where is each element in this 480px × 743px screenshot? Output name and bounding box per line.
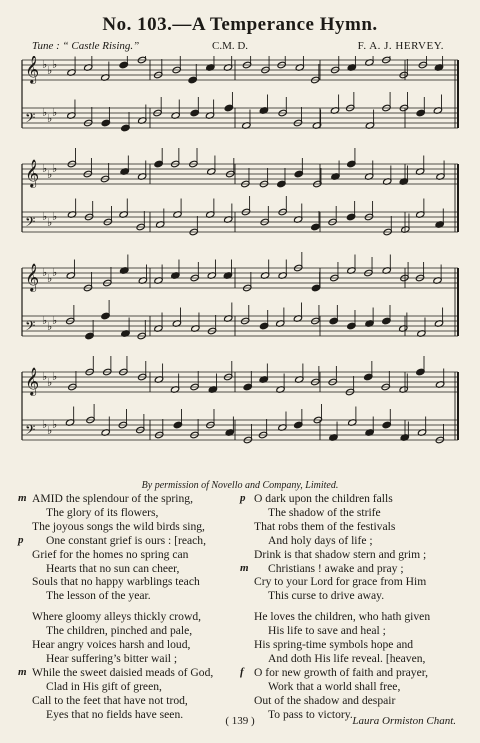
verse-text: Where gloomy alleys thickly crowd, — [32, 610, 202, 624]
verse-line — [18, 575, 236, 589]
verse-line — [240, 589, 462, 603]
flat-icon: ♭ — [52, 266, 58, 279]
verse-text: Souls that no happy warblings teach — [32, 575, 200, 589]
verse-text: Hearts that no sun can cheer, — [46, 561, 180, 575]
stanza-gap — [240, 603, 462, 610]
verse-line — [240, 562, 462, 576]
treble-clef-icon: 𝄞 — [25, 367, 40, 395]
composer: F. A. J. HERVEY. — [357, 40, 444, 52]
verse-text: Out of the shadow and despair — [254, 693, 396, 707]
verse-text: Work that a world shall free, — [268, 679, 401, 693]
verse-line — [18, 666, 236, 680]
verse-text: His spring-time symbols hope and — [254, 638, 414, 652]
flat-icon: ♭ — [47, 272, 53, 285]
tune-name: Tune : “ Castle Rising.” — [32, 40, 140, 52]
flat-icon: ♭ — [47, 112, 53, 125]
verse-line — [240, 534, 462, 548]
flat-icon: ♭ — [42, 370, 48, 383]
flat-icon: ♭ — [47, 376, 53, 389]
verse-line — [18, 624, 236, 638]
bass-clef-icon: 𝄢 — [25, 318, 36, 337]
verse-line — [18, 589, 236, 603]
flat-icon: ♭ — [42, 162, 48, 175]
verse-text: Clad in His gift of green, — [46, 679, 162, 693]
poem-column-right — [240, 492, 462, 722]
dynamic-marking: m — [18, 665, 27, 678]
verse-line — [18, 694, 236, 708]
bass-clef-icon: 𝄢 — [25, 422, 36, 441]
dynamic-marking: m — [18, 492, 27, 504]
verse-line — [240, 575, 462, 589]
verse-text: Hear suffering’s bitter wail ; — [46, 651, 178, 665]
verse-text: His life to save and heal ; — [268, 624, 386, 638]
verse-line — [240, 520, 462, 534]
verse-line — [240, 666, 462, 680]
flat-icon: ♭ — [47, 424, 53, 437]
flat-icon: ♭ — [52, 162, 58, 175]
verse-text: Drink is that shadow stern and grim ; — [254, 547, 427, 561]
verse-line — [18, 610, 236, 624]
verse-line — [240, 506, 462, 520]
verse-line — [240, 548, 462, 562]
treble-clef-icon: 𝄞 — [25, 263, 40, 291]
verse-text: The lesson of the year. — [46, 589, 151, 603]
verse-line — [18, 652, 236, 666]
verse-text: O dark upon the children falls — [254, 492, 393, 505]
flat-icon: ♭ — [52, 314, 58, 327]
author-credit: Laura Ormiston Chant. — [352, 715, 456, 727]
verse-text: He loves the children, who hath given — [254, 610, 431, 624]
flat-icon: ♭ — [47, 320, 53, 333]
verse-line — [18, 638, 236, 652]
verse-line — [18, 534, 236, 548]
verse-line — [18, 520, 236, 534]
flat-icon: ♭ — [47, 64, 53, 77]
verse-line — [240, 624, 462, 638]
bass-clef-icon: 𝄢 — [25, 214, 36, 233]
verse-text: Cry to your Lord for grace from Him — [254, 575, 427, 589]
verse-text: O for new growth of faith and prayer, — [254, 665, 429, 679]
dynamic-marking: f — [240, 665, 244, 678]
flat-icon: ♭ — [42, 314, 48, 327]
dynamic-marking: m — [240, 561, 249, 574]
flat-icon: ♭ — [42, 266, 48, 279]
flat-icon: ♭ — [42, 418, 48, 431]
verse-text: AMID the splendour of the spring, — [32, 492, 193, 505]
flat-icon: ♭ — [52, 106, 58, 119]
treble-clef-icon: 𝄞 — [25, 56, 40, 83]
verse-text: This curse to drive away. — [268, 589, 385, 603]
flat-icon: ♭ — [42, 210, 48, 223]
flat-icon: ♭ — [52, 58, 58, 71]
verse-text: That robs them of the festivals — [254, 519, 396, 533]
dynamic-marking: p — [240, 492, 246, 504]
verse-text: Christians ! awake and pray ; — [268, 561, 404, 575]
verse-text: Hear angry voices harsh and loud, — [32, 638, 191, 652]
verse-line — [18, 492, 236, 506]
meter: C.M. D. — [212, 40, 249, 52]
verse-line — [240, 610, 462, 624]
dynamic-marking: p — [18, 533, 24, 546]
flat-icon: ♭ — [52, 418, 58, 431]
flat-icon: ♭ — [52, 210, 58, 223]
flat-icon: ♭ — [47, 216, 53, 229]
verse-line — [240, 680, 462, 694]
verse-line — [240, 652, 462, 666]
verse-line — [18, 506, 236, 520]
verse-line — [240, 492, 462, 506]
verse-text: Grief for the homes no spring can — [32, 547, 189, 561]
verse-line — [18, 562, 236, 576]
verse-text: While the sweet daisied meads of God, — [32, 665, 214, 679]
poem-column-left — [18, 492, 236, 722]
hymn-title: No. 103.—A Temperance Hymn. — [102, 14, 378, 35]
verse-text: And doth His life reveal. [heaven, — [268, 651, 426, 665]
verse-text: Eyes that no fields have seen. — [46, 707, 184, 721]
verse-line — [18, 680, 236, 694]
verse-text: To pass to victory. — [268, 707, 353, 721]
verse-text: One constant grief is ours : [reach, — [46, 533, 207, 547]
verse-text: The glory of its flowers, — [46, 505, 159, 519]
verse-line — [240, 694, 462, 708]
verse-text: The shadow of the strife — [268, 505, 381, 519]
permission-note: By permission of Novello and Company, Limited. — [141, 480, 339, 491]
verse-line — [18, 548, 236, 562]
treble-clef-icon: 𝄞 — [25, 159, 40, 187]
flat-icon: ♭ — [42, 58, 48, 71]
flat-icon: ♭ — [42, 106, 48, 119]
flat-icon: ♭ — [52, 370, 58, 383]
bass-clef-icon: 𝄢 — [25, 110, 36, 129]
music-score — [20, 56, 460, 476]
flat-icon: ♭ — [47, 168, 53, 181]
page-number: ( 139 ) — [225, 715, 255, 727]
verse-text: The children, pinched and pale, — [46, 624, 193, 638]
stanza-gap — [18, 603, 236, 610]
verse-text: Call to the feet that have not trod, — [32, 693, 188, 707]
verse-text: And holy days of life ; — [268, 533, 373, 547]
verse-line — [240, 638, 462, 652]
verse-text: The joyous songs the wild birds sing, — [32, 519, 205, 533]
